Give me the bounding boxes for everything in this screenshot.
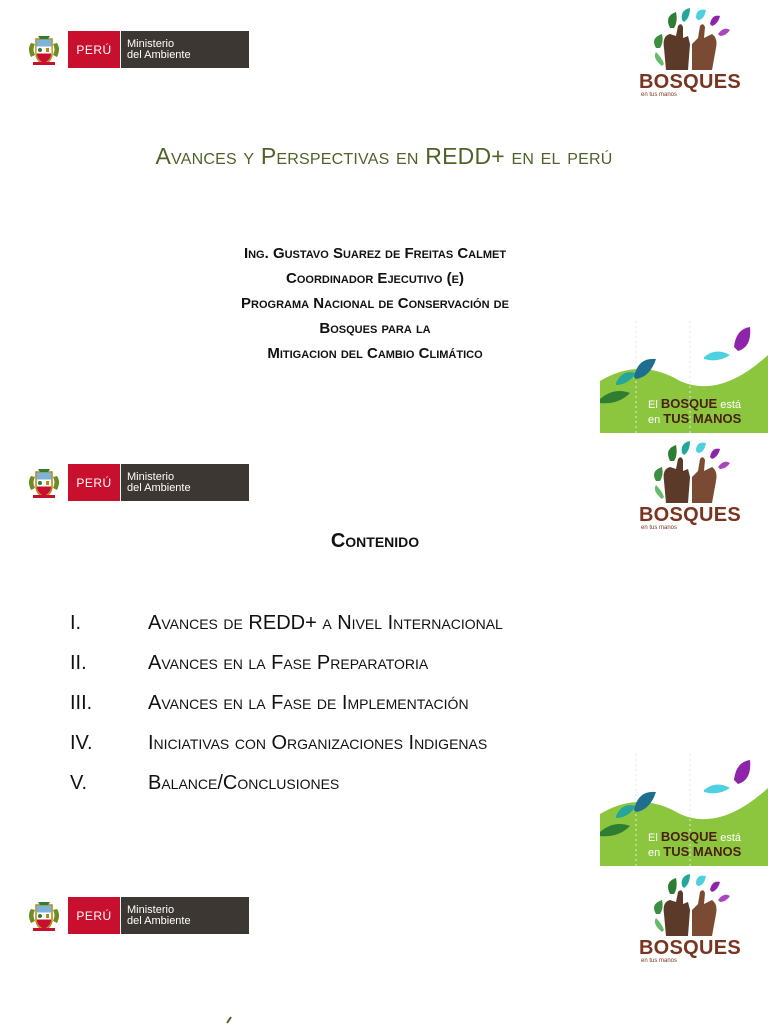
banner-slogan xyxy=(648,830,741,860)
ministry-logo xyxy=(27,897,249,934)
ministry-line-2: del Ambiente xyxy=(127,481,191,494)
slogan-esta: está xyxy=(717,399,742,411)
list-item xyxy=(70,643,670,683)
bosques-subtitle: en tus manos xyxy=(641,525,678,531)
hands-leaves-icon xyxy=(626,441,754,505)
ministry-line-2: del Ambiente xyxy=(127,48,191,61)
peru-label: PERÚ xyxy=(68,464,120,501)
peru-label: PERÚ xyxy=(68,897,120,934)
bosques-logo xyxy=(626,8,754,100)
cut-off-title-accent-icon xyxy=(222,1016,234,1024)
item-number: V. xyxy=(70,771,88,794)
item-text: Avances en la Fase Preparatoria xyxy=(148,651,429,674)
author-line: Coordinador Ejecutivo (e) xyxy=(286,270,464,287)
bosques-wordmark: BOSQUES xyxy=(638,937,742,959)
ministry-logo xyxy=(27,464,249,501)
contents-heading: Contenido xyxy=(330,530,420,552)
banner-slogan xyxy=(648,397,741,427)
slogan-el: El xyxy=(648,832,661,844)
bosques-logo xyxy=(626,874,754,966)
ministry-line-2: del Ambiente xyxy=(127,914,191,927)
hands-leaves-icon xyxy=(626,874,754,938)
bosques-wordmark: BOSQUES xyxy=(638,71,742,93)
item-text: Avances en la Fase de Implementación xyxy=(148,691,469,714)
ministry-line-1: Ministerio xyxy=(127,470,175,483)
bosques-wordmark: BOSQUES xyxy=(638,504,742,526)
slogan-bosque: BOSQUE xyxy=(660,829,718,844)
ministry-line-1: Ministerio xyxy=(127,37,175,50)
slogan-en: en xyxy=(648,414,664,426)
bosques-logo xyxy=(626,441,754,533)
ministry-logo xyxy=(27,31,249,68)
bosques-subtitle: en tus manos xyxy=(641,92,678,98)
bosques-subtitle: en tus manos xyxy=(641,958,678,964)
slide-1 xyxy=(0,0,768,433)
list-item xyxy=(70,603,670,643)
list-item xyxy=(70,763,670,803)
slogan-el: El xyxy=(648,399,661,411)
bosque-banner xyxy=(600,754,768,866)
coat-of-arms-icon xyxy=(27,466,61,500)
item-text: Balance/Conclusiones xyxy=(148,771,340,794)
peru-label: PERÚ xyxy=(68,31,120,68)
slogan-tus-manos: TUS MANOS xyxy=(663,844,742,859)
bosque-banner xyxy=(600,321,768,433)
slogan-esta: está xyxy=(717,832,742,844)
slogan-tus-manos: TUS MANOS xyxy=(663,411,742,426)
item-number: III. xyxy=(70,691,93,714)
author-block xyxy=(150,241,600,366)
author-line: Ing. Gustavo Suarez de Freitas Calmet xyxy=(243,245,507,262)
item-number: IV. xyxy=(70,731,93,754)
item-number: II. xyxy=(70,651,87,674)
coat-of-arms-icon xyxy=(27,899,61,933)
item-text: Avances de REDD+ a Nivel Internacional xyxy=(148,611,503,634)
item-text: Iniciativas con Organizaciones Indigenas xyxy=(148,731,488,754)
contents-list xyxy=(70,603,670,803)
coat-of-arms-icon xyxy=(27,33,61,67)
ministry-label xyxy=(120,464,249,501)
author-line: Mitigacion del Cambio Climático xyxy=(267,345,483,362)
item-number: I. xyxy=(70,611,82,634)
list-item xyxy=(70,723,670,763)
slogan-bosque: BOSQUE xyxy=(660,396,718,411)
author-line: Programa Nacional de Conservación de xyxy=(241,295,509,312)
ministry-label xyxy=(120,897,249,934)
ministry-line-1: Ministerio xyxy=(127,903,175,916)
slide-2 xyxy=(0,433,768,866)
presentation-title: Avances y Perspectivas en REDD+ en el perú xyxy=(155,143,613,169)
ministry-label xyxy=(120,31,249,68)
slogan-en: en xyxy=(648,847,664,859)
list-item xyxy=(70,683,670,723)
author-line: Bosques para la xyxy=(319,320,431,337)
slide-3 xyxy=(0,866,768,1024)
hands-leaves-icon xyxy=(626,8,754,72)
